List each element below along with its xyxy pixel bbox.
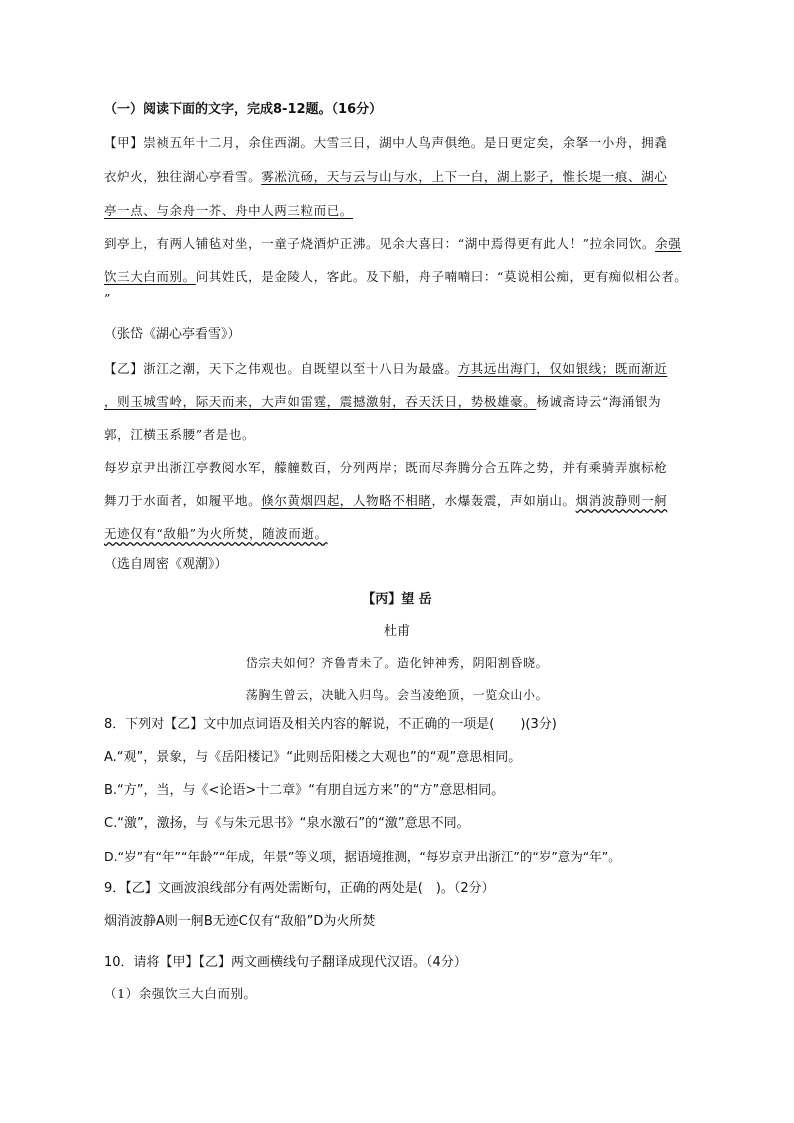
jia-translate-sentence: 余强 — [655, 236, 682, 251]
yi-underlined-sentence: 方其远出海门，仅如银线；既而渐近 — [457, 361, 668, 376]
yi-line-5-text: 舞刀于水面者，如履平地。 — [104, 493, 262, 508]
q8-option-c: C.“激”，激扬，与《与朱元思书》“泉水激石”的“激”意思不同。 — [104, 816, 470, 831]
jia-underlined-sentence-cont: 亭一点、与余舟一芥、舟中人两三粒而已。 — [104, 203, 353, 218]
yi-wavy-sentence-cont: 无迹仅有“敌船”为火所焚，随波而逝。 — [104, 526, 328, 541]
yi-line-4: 每岁京尹出浙江亭教阅水军，艨艟数百，分列两岸；既而尽奔腾分合五阵之势，并有乘骑弄旗标枪 — [104, 460, 668, 475]
yi-underlined-sentence-cont: ，则玉城雪岭，际天而来，大声如雷霆，震撼激射，吞天沃日，势极雄豪。 — [104, 394, 537, 409]
bing-poem-line-2: 荡胸生曾云，决眦入归鸟。会当凌绝顶，一览众山小。 — [245, 688, 549, 702]
yi-line-1-text: 【乙】浙江之潮，天下之伟观也。自既望以至十八日为最盛。 — [104, 361, 458, 376]
q8-option-a: A.“观”，景象，与《岳阳楼记》“此则岳阳楼之大观也”的“观”意思相同。 — [104, 750, 522, 765]
q10-stem: 10．请将【甲】【乙】两文画横线句子翻译成现代汉语。（4分） — [104, 955, 467, 970]
jia-line-4 — [104, 235, 681, 253]
yi-line-5-text-b: ，水爆轰震，声如崩山。 — [431, 493, 576, 508]
q8-option-b: B.“方”，当，与《<论语>十二章》“有朋自远方来”的“方”意思相同。 — [104, 783, 505, 798]
jia-source: （张岱《湖心亭看雪》） — [104, 327, 241, 342]
bing-poem-line-1: 岱宗夫如何？齐鲁青未了。造化钟神秀，阴阳割昏晓。 — [245, 656, 549, 670]
q8-option-d: D.“岁”有“年”“年龄”“年成，年景”等义项，据语境推测，“每岁京尹出浙江”的“岁”意为“年”。 — [104, 849, 621, 864]
jia-translate-sentence-cont: 饮三大白而别。 — [104, 269, 196, 284]
jia-line-3 — [104, 202, 353, 220]
jia-line-2-text: 衣炉火，独往湖心亭看雪。 — [104, 169, 262, 184]
q8-stem: 8．下列对【乙】文中加点词语及相关内容的解说，不正确的一项是( )(3分) — [104, 717, 557, 732]
yi-wavy-sentence: 烟消波静则一舸 — [575, 493, 668, 508]
yi-underlined-sentence-2: 倏尔黄烟四起，人物略不相睹 — [261, 493, 432, 508]
yi-line-6 — [104, 525, 328, 543]
jia-line-5-text: 问其姓氏，是金陵人，客此。及下船，舟子喃喃曰：“莫说相公痴，更有痴似相公者。 — [195, 269, 688, 284]
bing-title: 【丙】望 岳 — [362, 592, 432, 607]
yi-line-3: 郭，江横玉系腰”者是也。 — [104, 427, 256, 442]
jia-line-1: 【甲】崇祯五年十二月，余住西湖。大雪三日，湖中人鸟声俱绝。是日更定矣，余拏一小舟，拥毳 — [104, 135, 668, 150]
section-heading: （一）阅读下面的文字，完成8-12题。（16分） — [104, 102, 383, 117]
jia-line-2 — [104, 168, 667, 186]
jia-line-5 — [104, 268, 687, 286]
bing-author: 杜甫 — [383, 624, 410, 639]
jia-underlined-sentence: 雾凇沆砀，天与云与山与水，上下一白，湖上影子，惟长堤一痕、湖心 — [261, 169, 668, 184]
yi-line-5 — [104, 492, 667, 510]
jia-line-4-text: 到亭上，有两人铺毡对坐，一童子烧酒炉正沸。见余大喜曰：“湖中焉得更有此人！”拉余同饮。 — [104, 236, 656, 251]
q9-stem: 9．【乙】文画波浪线部分有两处需断句，正确的两处是( )。（2分） — [104, 881, 495, 896]
yi-line-2-text: 杨诚斋诗云“海涌银为 — [536, 394, 662, 409]
yi-line-1 — [104, 360, 667, 378]
yi-source: （选自周密《观潮》） — [104, 557, 228, 572]
q10-item-1: （1）余强饮三大白而别。 — [104, 986, 257, 1001]
yi-line-2 — [104, 393, 661, 411]
jia-closing-quote: ” — [104, 291, 111, 306]
q9-options: 烟消波静A则一舸B无迹C仅有“敌船”D为火所焚 — [104, 914, 376, 929]
